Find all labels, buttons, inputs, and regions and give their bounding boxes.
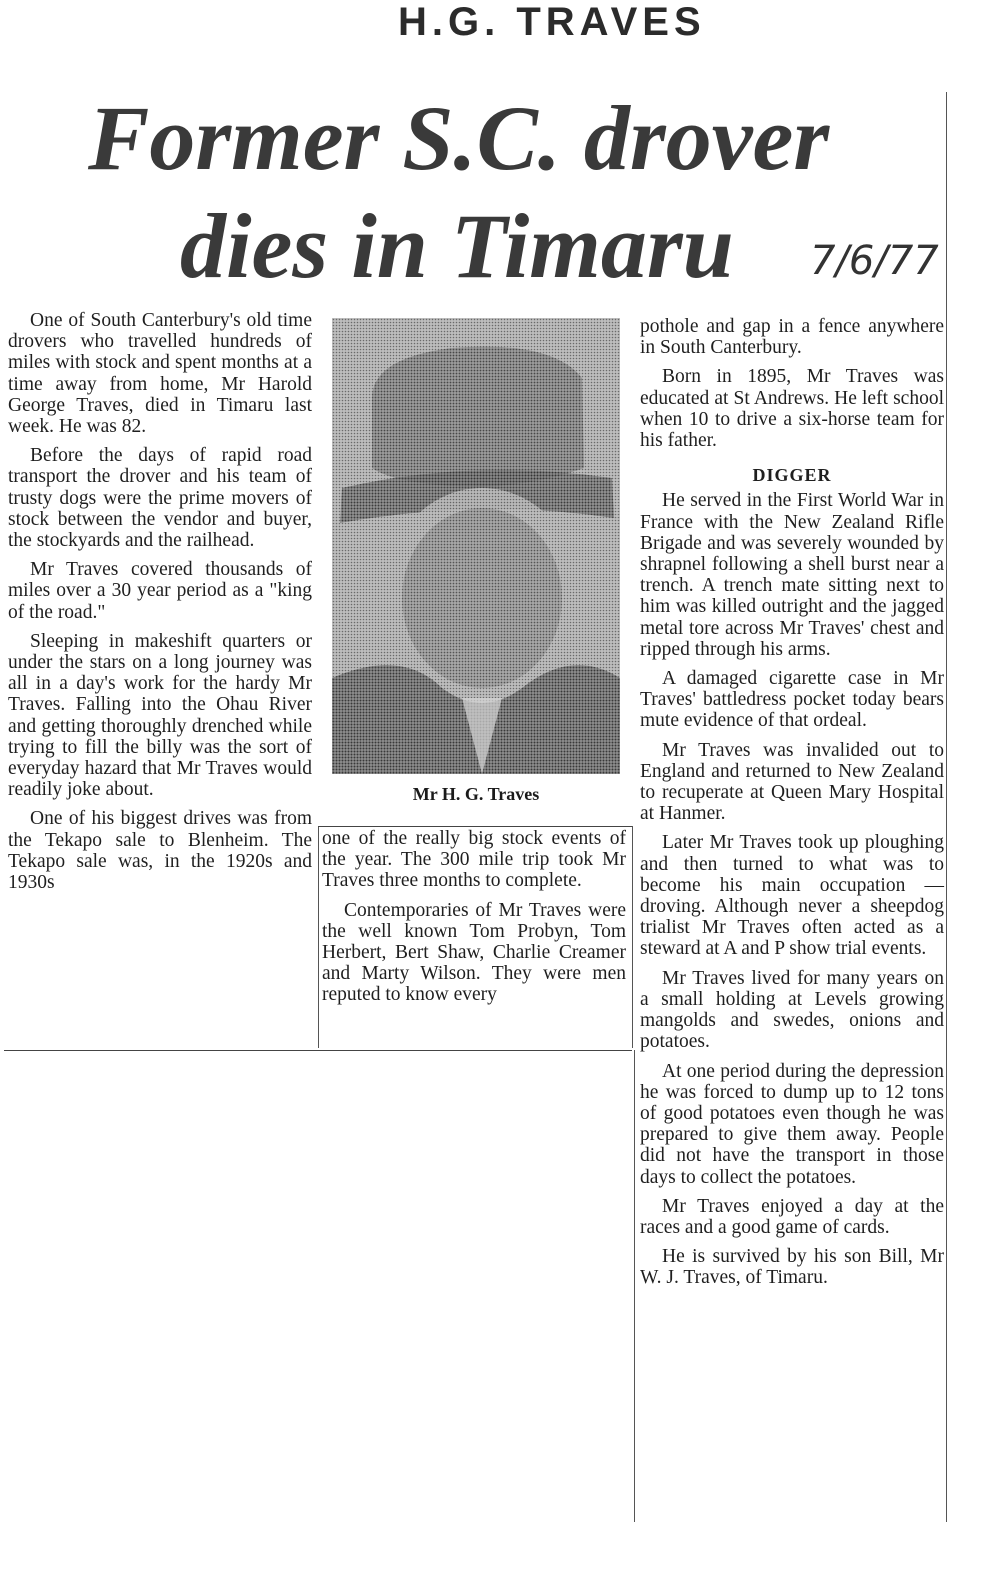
paragraph: At one period during the depression he was forced to dump up to 12 tons of good potatoes even though he was prepared to give them away. People did not have the transport in those days to collect the potatoes. xyxy=(640,1060,944,1188)
paragraph: Contemporaries of Mr Traves were the well known Tom Probyn, Tom Herbert, Bert Shaw, Charlie Creamer and Marty Wilson. They were men reputed to know every xyxy=(322,899,626,1006)
column-divider xyxy=(632,826,633,1048)
article-column-2 xyxy=(322,828,626,1014)
paragraph: One of his biggest drives was from the Tekapo sale to Blenheim. The Tekapo sale was, in the 1920s and 1930s xyxy=(8,808,312,894)
paragraph: Sleeping in makeshift quarters or under the stars on a long journey was all in a day's work for the hardy Mr Traves. Falling into the Ohau River and getting thoroughly drenched while trying to fill the billy was the sort of everyday hazard that Mr Traves would readily joke about. xyxy=(8,630,312,801)
photo-caption: Mr H. G. Traves xyxy=(412,784,540,804)
portrait-image xyxy=(332,318,620,774)
handwritten-date: 7/6/77 xyxy=(810,238,939,284)
paragraph: Before the days of rapid road transport the drover and his team of trusty dogs were the prime movers of stock between the vendor and buyer, the stockyards and the railhead. xyxy=(8,445,312,552)
paragraph: Mr Traves lived for many years on a small holding at Levels growing mangolds and swedes, onions and potatoes. xyxy=(640,967,944,1053)
paragraph: A damaged cigarette case in Mr Traves' battledress pocket today bears mute evidence of that ordeal. xyxy=(640,668,944,732)
paragraph: Mr Traves enjoyed a day at the races and a good game of cards. xyxy=(640,1195,944,1238)
clipping-edge xyxy=(946,92,947,1522)
paragraph: He is survived by his son Bill, Mr W. J. Traves, of Timaru. xyxy=(640,1246,944,1289)
headline-line-1: Former S.C. drover xyxy=(88,87,830,189)
paragraph: Mr Traves was invalided out to England and returned to New Zealand to recuperate at Queen Mary Hospital at Hanmer. xyxy=(640,739,944,825)
headline-line-2: dies in Timaru xyxy=(180,195,734,297)
paragraph: pothole and gap in a fence anywhere in South Canterbury. xyxy=(640,316,944,359)
paragraph: One of South Canterbury's old time drovers who travelled hundreds of miles with stock and spent months at a time away from home, Mr Harold George Traves, died in Timaru last week. He was 82. xyxy=(8,310,312,438)
article-column-3 xyxy=(640,316,944,1297)
column-divider xyxy=(318,826,319,1048)
portrait-photo xyxy=(332,318,620,774)
article-column-1 xyxy=(8,310,312,901)
column-divider xyxy=(634,1050,635,1522)
column-rule xyxy=(318,826,632,827)
paragraph: Later Mr Traves took up ploughing and then turned to what was to become his main occupation — droving. Although never a sheepdog trialist Mr Traves often acted as a steward at A and P show trial events. xyxy=(640,832,944,960)
paragraph: He served in the First World War in France with the New Zealand Rifle Brigade and was severely wounded by shrapnel following a shell burst near a trench. A trench mate sitting next to him was killed outright and the jagged metal tore across Mr Traves' chest and ripped through his arms. xyxy=(640,490,944,660)
section-subhead: DIGGER xyxy=(752,465,832,486)
article-bottom-rule xyxy=(4,1050,632,1051)
deceased-name-header: H.G. TRAVES xyxy=(398,0,706,44)
paragraph: one of the really big stock events of the year. The 300 mile trip took Mr Traves three months to complete. xyxy=(322,828,626,892)
paragraph: Born in 1895, Mr Traves was educated at St Andrews. He left school when 10 to drive a six-horse team for his father. xyxy=(640,366,944,452)
paragraph: Mr Traves covered thousands of miles over a 30 year period as a "king of the road." xyxy=(8,559,312,623)
